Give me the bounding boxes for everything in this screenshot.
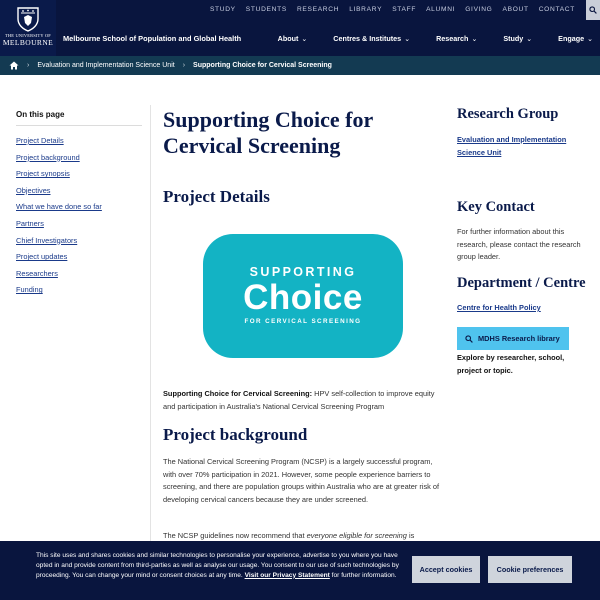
site-title[interactable]: Melbourne School of Population and Global Health <box>63 34 242 43</box>
nav-research[interactable] <box>423 34 477 43</box>
nav-engage[interactable] <box>545 34 593 43</box>
accept-cookies-button[interactable]: Accept cookies <box>412 556 480 583</box>
page-title: Supporting Choice for Cervical Screening <box>163 107 373 158</box>
supporting-choice-logo <box>203 234 403 358</box>
chevron-down-icon: ⌄ <box>471 36 478 43</box>
cookie-text <box>36 551 402 580</box>
logo-text-choice: Choice <box>243 278 363 317</box>
nav-study-label: Study <box>503 34 524 43</box>
toc-link-project-updates[interactable]: Project updates <box>16 252 68 262</box>
util-nav-staff[interactable]: STAFF <box>392 6 417 13</box>
breadcrumb <box>0 56 600 75</box>
toc-link-funding[interactable]: Funding <box>16 285 43 295</box>
research-group-heading: Research Group <box>457 106 559 122</box>
mdhs-caption: Explore by researcher, school, project or topic. <box>457 353 565 375</box>
toc-link-project-background[interactable]: Project background <box>16 152 80 162</box>
divider <box>16 125 142 126</box>
nav-about[interactable] <box>265 34 308 43</box>
nav-centres-label: Centres & Institutes <box>333 34 402 43</box>
util-nav-about[interactable]: ABOUT <box>502 6 529 13</box>
university-logo[interactable] <box>0 0 56 56</box>
department-heading: Department / Centre <box>457 275 586 291</box>
toc-link-project-synopsis[interactable]: Project synopsis <box>16 169 70 179</box>
on-this-page-nav <box>16 136 102 302</box>
mdhs-button-label: MDHS Research library <box>478 334 560 343</box>
util-nav-library[interactable]: LIBRARY <box>349 6 383 13</box>
chevron-down-icon: ⌄ <box>526 36 533 43</box>
chevron-down-icon: ⌄ <box>587 36 593 43</box>
key-contact-text: For further information about this research, please contact the research group leader. <box>457 227 581 262</box>
project-background-heading: Project background <box>163 425 308 444</box>
toc-link-objectives[interactable]: Objectives <box>16 185 51 195</box>
search-icon <box>589 6 597 14</box>
search-icon <box>465 335 473 343</box>
chevron-right-icon: › <box>182 62 186 69</box>
util-nav-study[interactable]: STUDY <box>209 6 236 13</box>
util-nav-research[interactable]: RESEARCH <box>296 6 340 13</box>
department-link[interactable]: Centre for Health Policy <box>457 303 541 312</box>
util-nav-contact[interactable]: CONTACT <box>538 6 575 13</box>
cookie-text-body: This site uses and shares cookies and similar technologies to personalise your experience, advertise to you where you have opted in and provide content from third-parties as well as analyse our usage. You consent to our use of such technologies by proceeding. You can change your mind or consent choices at any time. <box>36 552 399 579</box>
logo-text-for-cervical-screening: FOR CERVICAL SCREENING <box>244 318 362 325</box>
research-group-link[interactable]: Evaluation and Implementation Science Unit <box>457 135 567 157</box>
breadcrumb-current: Supporting Choice for Cervical Screening <box>193 62 332 69</box>
guidelines-text-end: is <box>406 531 415 540</box>
util-nav-giving[interactable]: GIVING <box>465 6 493 13</box>
cookie-text-end: for further information. <box>329 571 397 579</box>
nav-research-label: Research <box>436 34 469 43</box>
project-summary <box>163 388 443 413</box>
guidelines-text-italic: everyone eligible for screening <box>306 531 407 540</box>
main-nav <box>252 34 593 43</box>
on-this-page-title: On this page <box>16 110 65 119</box>
chevron-right-icon: › <box>27 62 30 69</box>
chevron-down-icon: ⌄ <box>301 36 308 43</box>
util-nav-students[interactable]: STUDENTS <box>245 6 287 13</box>
nav-about-label: About <box>277 34 299 43</box>
logo-text-supporting: SUPPORTING <box>249 265 357 279</box>
cookie-banner <box>0 541 600 600</box>
util-nav-alumni[interactable]: ALUMNI <box>426 6 456 13</box>
key-contact-heading: Key Contact <box>457 199 535 215</box>
search-button[interactable] <box>586 0 600 20</box>
nav-study[interactable] <box>490 34 532 43</box>
crest-icon <box>16 6 40 32</box>
breadcrumb-item[interactable]: Evaluation and Implementation Science Unit <box>37 62 175 69</box>
chevron-down-icon: ⌄ <box>404 36 411 43</box>
nav-centres-institutes[interactable] <box>320 34 410 43</box>
logo-line-2: MELBOURNE <box>2 38 54 47</box>
toc-link-chief-investigators[interactable]: Chief Investigators <box>16 235 78 245</box>
toc-link-project-details[interactable]: Project Details <box>16 136 64 145</box>
privacy-statement-link[interactable]: Visit our Privacy Statement <box>244 571 330 579</box>
site-header <box>0 0 600 56</box>
utility-nav <box>205 6 580 13</box>
cookie-preferences-button[interactable]: Cookie preferences <box>488 556 572 583</box>
project-background-text: The National Cervical Screening Program (NCSP) is a largely successful program, with over 70% participation in 2021. However, some people experience barriers to screening, and there are population groups within Australia who are at greater risk of developing cervical cancers because they are under screened. <box>163 457 440 504</box>
mdhs-research-library-button[interactable] <box>457 327 569 350</box>
nav-engage-label: Engage <box>558 34 585 43</box>
project-summary-bold: Supporting Choice for Cervical Screening: <box>163 389 313 398</box>
toc-link-researchers[interactable]: Researchers <box>16 268 58 278</box>
toc-link-partners[interactable]: Partners <box>16 218 44 228</box>
column-divider <box>150 105 151 545</box>
project-summary-text: HPV self-collection to improve equity and participation in Australia's National Cervical Screening Program <box>163 389 435 411</box>
guidelines-text-start: The NCSP guidelines now recommend that <box>163 531 307 540</box>
toc-link-what-we-have-done[interactable]: What we have done so far <box>16 202 102 212</box>
logo-line-1: THE UNIVERSITY OF <box>5 33 51 38</box>
home-icon[interactable] <box>9 61 19 70</box>
logo-badge <box>203 234 403 358</box>
project-details-heading: Project Details <box>163 187 270 206</box>
